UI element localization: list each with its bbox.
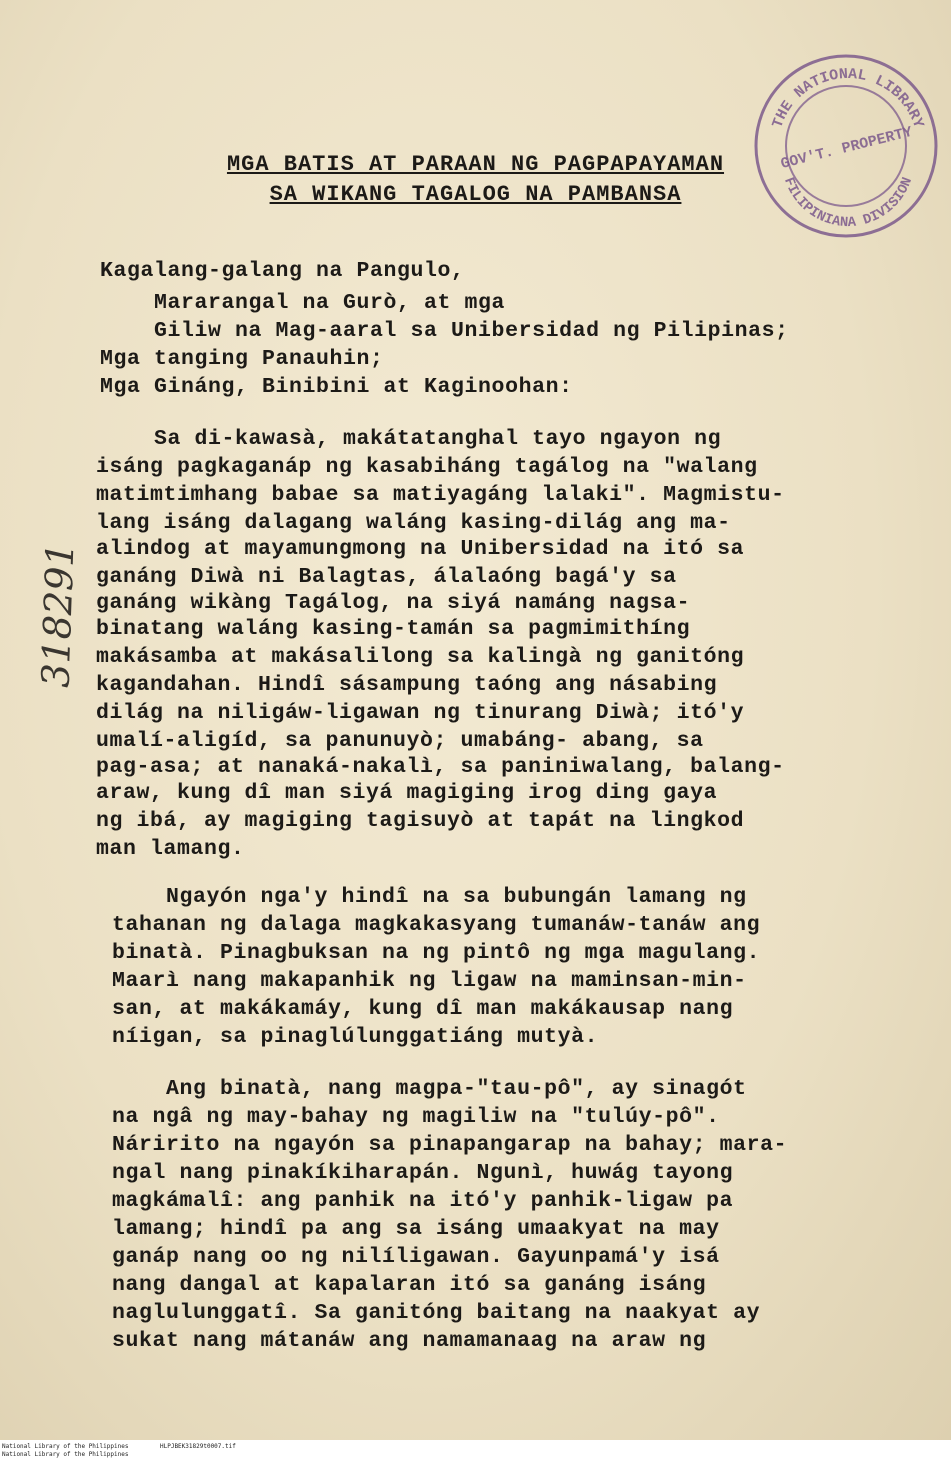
scan-footer [0,1440,951,1463]
text-line: Mga Gináng, Binibini at Kaginoohan: [100,375,573,399]
library-stamp [748,48,944,244]
handwritten-margin-number: 318291 [33,541,83,689]
footer-source: National Library of the Philippines [2,1443,129,1450]
text-line: ng ibá, ay magiging tagisuyò at tapát na lingkod [96,809,745,833]
text-line: naglulunggatî. Sa ganitóng baitang na naakyat ay [112,1301,761,1325]
text-line: Náririto na ngayón sa pinapangarap na bahay; mara- [112,1133,788,1157]
footer-source-2: National Library of the Philippines [2,1451,129,1458]
text-line: binatà. Pinagbuksan na ng pintô ng mga magulang. [112,941,761,965]
text-line: Giliw na Mag-aaral sa Unibersidad ng Pilipinas; [100,319,789,343]
text-line: Kagalang-galang na Pangulo, [100,259,465,283]
text-line: umalí-aligíd, sa panunuyò; umabáng- abang, sa [96,729,704,753]
text-line: lang isáng dalagang waláng kasing-dilág ang ma- [96,511,731,535]
text-line: alindog at mayamungmong na Unibersidad na itó sa [96,537,745,561]
stamp-bottom-text: FILIPINIANA DIVISION [780,175,916,232]
text-line: ganáng Diwà ni Balagtas, álalaóng bagá'y sa [96,565,677,589]
text-line: man lamang. [96,837,245,861]
text-line: nang dangal at kapalaran itó sa ganáng isáng [112,1273,707,1297]
text-line: sukat nang mátanáw ang namamanaag na araw ng [112,1329,707,1353]
text-line: Maarì nang makapanhik ng ligaw na maminsan-min- [112,969,747,993]
stamp-middle-text: GOV'T. PROPERTY [779,123,915,174]
text-line: pag-asa; at nanaká-nakalì, sa paniniwalang, balang- [96,755,785,779]
text-line: lamang; hindî pa ang sa isáng umaakyat na may [112,1217,720,1241]
text-line: Ngayón nga'y hindî na sa bubungán lamang ng [112,885,747,909]
text-line: Ang binatà, nang magpa-"tau-pô", ay sinagót [112,1077,747,1101]
text-line: na ngâ ng may-bahay ng magiliw na "tulúy-pô". [112,1105,720,1129]
text-line: araw, kung dî man siyá magiging irog ding gaya [96,781,718,805]
text-line: kagandahan. Hindî sásampung taóng ang násabing [96,673,718,697]
document-title-line-1: MGA BATIS AT PARAAN NG PAGPAPAYAMAN [226,152,725,177]
text-line: san, at makákamáy, kung dî man makákausap nang [112,997,734,1021]
text-line: ganáng wikàng Tagálog, na siyá namáng nagsa- [96,591,691,615]
document-title-line-2: SA WIKANG TAGALOG NA PAMBANSA [269,182,682,207]
text-line: dilág na niligáw-ligawan ng tinurang Diwà; itó'y [96,701,745,725]
text-line: Mga tanging Panauhin; [100,347,384,371]
footer-filename: HLPJBEK31829t0007.tif [160,1443,236,1450]
text-line: ganáp nang oo ng nilíligawan. Gayunpamá'y isá [112,1245,720,1269]
text-line: isáng pagkaganáp ng kasabiháng tagálog na "walang [96,455,758,479]
text-line: magkámalî: ang panhik na itó'y panhik-ligaw pa [112,1189,734,1213]
stamp-top-text: THE NATIONAL LIBRARY [769,65,927,131]
text-line: binatang waláng kasing-tamán sa pagmimithíng [96,617,691,641]
text-line: Sa di-kawasà, makátatanghal tayo ngayon ng [100,427,722,451]
text-line: Mararangal na Gurò, at mga [100,291,506,315]
text-line: matimtimhang babae sa matiyagáng lalaki". Magmistu- [96,483,785,507]
text-line: tahanan ng dalaga magkakasyang tumanáw-tanáw ang [112,913,761,937]
text-line: níigan, sa pinaglúlunggatiáng mutyà. [112,1025,599,1049]
text-line: ngal nang pinakíkiharapán. Ngunì, huwág tayong [112,1161,734,1185]
text-line: makásamba at makásalilong sa kalingà ng ganitóng [96,645,745,669]
